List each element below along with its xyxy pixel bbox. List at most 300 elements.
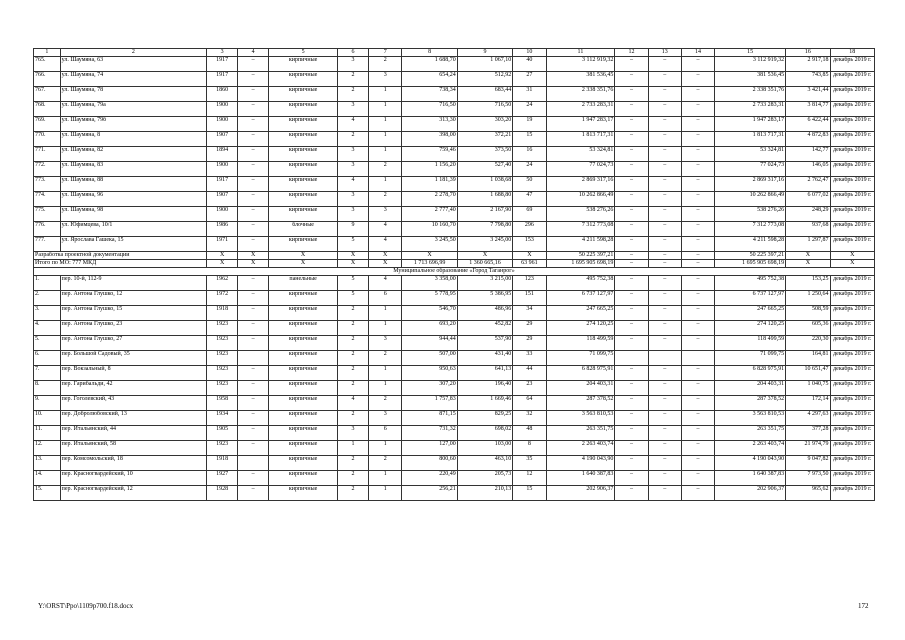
table-cell: –: [681, 456, 714, 471]
table-cell: 527,40: [457, 162, 512, 177]
table-cell: 12.: [34, 441, 61, 456]
table-cell: Х: [786, 260, 830, 268]
table-cell: 1 813 717,31: [715, 132, 786, 147]
table-cell: 1 181,39: [402, 177, 457, 192]
table-cell: –: [238, 336, 269, 351]
table-row: [34, 321, 875, 336]
table-cell: 2: [337, 381, 368, 396]
table-cell: кирпичные: [269, 132, 338, 147]
table-cell: 1 040,75: [786, 381, 830, 396]
table-cell: пер. Итальянский, 44: [60, 426, 206, 441]
table-cell: 2: [337, 486, 368, 501]
table-cell: 5 778,95: [402, 291, 457, 306]
column-number: 9: [457, 49, 512, 57]
table-cell: 743,85: [786, 72, 830, 87]
table-cell: 2: [337, 351, 368, 366]
table-cell: –: [648, 207, 681, 222]
table-cell: 27: [513, 72, 546, 87]
table-row: [34, 117, 875, 132]
table-cell: 3: [369, 411, 402, 426]
table-cell: 771.: [34, 147, 61, 162]
table-cell: 965,62: [786, 486, 830, 501]
table-cell: 800,60: [402, 456, 457, 471]
table-cell: декабрь 2019 г.: [830, 486, 874, 501]
table-cell: 512,92: [457, 72, 512, 87]
table-cell: –: [648, 222, 681, 237]
table-cell: декабрь 2019 г.: [830, 192, 874, 207]
table-cell: [238, 351, 269, 366]
table-cell: –: [238, 207, 269, 222]
table-cell: –: [615, 336, 648, 351]
table-cell: –: [615, 321, 648, 336]
table-cell: 1917: [207, 72, 238, 87]
table-cell: –: [681, 162, 714, 177]
housing-table: [33, 48, 875, 501]
table-cell: 4: [337, 177, 368, 192]
table-cell: –: [681, 486, 714, 501]
table-cell: 15: [513, 132, 546, 147]
table-cell: 3: [337, 147, 368, 162]
column-number: 3: [207, 49, 238, 57]
table-cell: 13.: [34, 456, 61, 471]
table-cell: кирпичные: [269, 381, 338, 396]
table-cell: кирпичные: [269, 351, 338, 366]
table-cell: –: [681, 117, 714, 132]
table-cell: 1923: [207, 336, 238, 351]
table-cell: панельные: [269, 276, 338, 291]
table-cell: –: [648, 336, 681, 351]
table-cell: 8: [513, 441, 546, 456]
table-cell: Х: [269, 252, 338, 260]
table-cell: 2 278,70: [402, 192, 457, 207]
table-cell: 2: [369, 57, 402, 72]
table-cell: 8.: [34, 381, 61, 396]
table-cell: 2: [369, 162, 402, 177]
table-cell: 21 974,79: [786, 441, 830, 456]
table-cell: –: [681, 132, 714, 147]
table-cell: 34: [513, 306, 546, 321]
table-cell: декабрь 2019 г.: [830, 222, 874, 237]
table-cell: –: [615, 102, 648, 117]
table-cell: –: [615, 177, 648, 192]
table-cell: 10 160,70: [402, 222, 457, 237]
table-cell: –: [681, 57, 714, 72]
table-cell: –: [238, 471, 269, 486]
column-number: 10: [513, 49, 546, 57]
table-cell: 3: [369, 207, 402, 222]
table-cell: 1894: [207, 147, 238, 162]
table-cell: 1: [369, 471, 402, 486]
table-cell: декабрь 2019 г.: [830, 207, 874, 222]
table-cell: 2 263 403,74: [715, 441, 786, 456]
table-cell: 2: [369, 456, 402, 471]
table-cell: –: [238, 396, 269, 411]
table-cell: –: [615, 456, 648, 471]
table-cell: ул. Шаумяна, 78: [60, 87, 206, 102]
table-cell: 10 262 866,49: [546, 192, 615, 207]
table-cell: –: [238, 306, 269, 321]
table-cell: 372,21: [457, 132, 512, 147]
table-cell: 29: [513, 321, 546, 336]
table-cell: декабрь 2019 г.: [830, 351, 874, 366]
table-cell: кирпичные: [269, 321, 338, 336]
table-cell: 7 798,80: [457, 222, 512, 237]
table-cell: 4.: [34, 321, 61, 336]
table-cell: 1: [369, 381, 402, 396]
table-cell: 4 297,63: [786, 411, 830, 426]
table-cell: 1: [369, 441, 402, 456]
table-cell: декабрь 2019 г.: [830, 276, 874, 291]
table-cell: Х: [337, 252, 368, 260]
table-cell: кирпичные: [269, 102, 338, 117]
table-cell: 770.: [34, 132, 61, 147]
table-cell: ул. Шаумяна, 74: [60, 72, 206, 87]
table-cell: 307,20: [402, 381, 457, 396]
table-cell: 716,50: [402, 102, 457, 117]
table-cell: –: [238, 411, 269, 426]
table-cell: 50 225 397,21: [715, 252, 786, 260]
table-row: [34, 426, 875, 441]
table-cell: декабрь 2019 г.: [830, 336, 874, 351]
table-cell: 153: [513, 237, 546, 252]
table-cell: 508,59: [786, 306, 830, 321]
table-cell: 1: [369, 147, 402, 162]
table-cell: 29: [513, 336, 546, 351]
table-cell: –: [615, 237, 648, 252]
table-cell: блочные: [269, 222, 338, 237]
table-cell: ул. Шаумяна, 79а: [60, 102, 206, 117]
table-row: [34, 237, 875, 252]
table-cell: –: [681, 306, 714, 321]
table-cell: 1 640 387,83: [715, 471, 786, 486]
table-cell: 759,46: [402, 147, 457, 162]
table-cell: –: [615, 117, 648, 132]
table-cell: пер. Добролюбовский, 13: [60, 411, 206, 426]
table-cell: 605,36: [786, 321, 830, 336]
table-cell: 486,96: [457, 306, 512, 321]
table-row: [34, 177, 875, 192]
table-cell: ул. Ярослава Гашека, 15: [60, 237, 206, 252]
table-cell: 3 563 810,53: [715, 411, 786, 426]
table-cell: 1900: [207, 102, 238, 117]
table-cell: –: [681, 102, 714, 117]
table-cell: кирпичные: [269, 162, 338, 177]
column-number: 11: [546, 49, 615, 57]
table-cell: [648, 351, 681, 366]
table-cell: –: [648, 117, 681, 132]
table-cell: 2: [337, 321, 368, 336]
table-cell: 2 869 317,16: [715, 177, 786, 192]
table-cell: 463,10: [457, 456, 512, 471]
table-cell: 871,15: [402, 411, 457, 426]
table-row: [34, 486, 875, 501]
table-cell: 24: [513, 102, 546, 117]
table-cell: –: [615, 147, 648, 162]
table-cell: 5 386,95: [457, 291, 512, 306]
table-cell: 6 737 127,97: [715, 291, 786, 306]
table-cell: –: [238, 132, 269, 147]
table-cell: 377,28: [786, 426, 830, 441]
table-cell: 204 403,31: [715, 381, 786, 396]
table-cell: ул. Шаумяна, 63: [60, 57, 206, 72]
table-cell: 1 947 283,17: [546, 117, 615, 132]
table-cell: декабрь 2019 г.: [830, 147, 874, 162]
table-cell: 9: [337, 222, 368, 237]
table-row: [34, 291, 875, 306]
table-cell: 1986: [207, 222, 238, 237]
table-cell: 6: [369, 291, 402, 306]
table-row: [34, 72, 875, 87]
table-cell: 44: [513, 366, 546, 381]
table-cell: 6 828 975,91: [546, 366, 615, 381]
table-cell: 5: [337, 237, 368, 252]
table-cell: –: [648, 192, 681, 207]
table-cell: 1905: [207, 426, 238, 441]
table-cell: 1900: [207, 162, 238, 177]
table-cell: 6: [369, 426, 402, 441]
table-cell: –: [615, 276, 648, 291]
table-cell: 1 813 717,31: [546, 132, 615, 147]
table-cell: –: [681, 396, 714, 411]
table-cell: 1 640 387,83: [546, 471, 615, 486]
table-cell: 9.: [34, 396, 61, 411]
table-cell: пер. Гоголевский, 43: [60, 396, 206, 411]
table-cell: 142,77: [786, 147, 830, 162]
table-cell: 3: [337, 207, 368, 222]
table-cell: 495 752,38: [715, 276, 786, 291]
table-cell: –: [648, 162, 681, 177]
table-cell: 69: [513, 207, 546, 222]
table-cell: 77 024,73: [546, 162, 615, 177]
table-cell: 1 360 665,16: [457, 260, 512, 268]
table-cell: 127,00: [402, 441, 457, 456]
table-cell: 123: [513, 276, 546, 291]
table-cell: 537,90: [457, 336, 512, 351]
table-cell: 220,49: [402, 471, 457, 486]
table-cell: 220,30: [786, 336, 830, 351]
table-cell: 15.: [34, 486, 61, 501]
table-cell: 2 777,40: [402, 207, 457, 222]
table-cell: –: [681, 426, 714, 441]
table-cell: –: [648, 381, 681, 396]
table-cell: 769.: [34, 117, 61, 132]
table-cell: 7 973,50: [786, 471, 830, 486]
table-cell: –: [238, 381, 269, 396]
table-cell: 3: [337, 426, 368, 441]
table-cell: 1918: [207, 456, 238, 471]
table-cell: 1962: [207, 276, 238, 291]
table-row: [34, 471, 875, 486]
table-cell: 381 536,45: [715, 72, 786, 87]
table-cell: 654,24: [402, 72, 457, 87]
table-cell: 3: [337, 192, 368, 207]
table-cell: 3 814,77: [786, 102, 830, 117]
column-number: 8: [402, 49, 457, 57]
table-cell: 2.: [34, 291, 61, 306]
table-cell: 151: [513, 291, 546, 306]
table-cell: 950,63: [402, 366, 457, 381]
table-row: [34, 57, 875, 72]
table-cell: 3 563 810,53: [546, 411, 615, 426]
table-cell: 48: [513, 426, 546, 441]
table-cell: ул. Шаумяна, 79б: [60, 117, 206, 132]
table-row: [34, 162, 875, 177]
table-cell: –: [648, 306, 681, 321]
table-cell: 731,32: [402, 426, 457, 441]
table-cell: –: [615, 207, 648, 222]
column-number: 4: [238, 49, 269, 57]
table-cell: –: [238, 87, 269, 102]
table-cell: 1: [369, 486, 402, 501]
table-cell: пер. Красногвардейский, 10: [60, 471, 206, 486]
table-cell: 2: [369, 192, 402, 207]
table-cell: 944,44: [402, 336, 457, 351]
table-cell: 738,34: [402, 87, 457, 102]
table-cell: Х: [207, 260, 238, 268]
table-cell: –: [648, 132, 681, 147]
table-cell: 3: [337, 162, 368, 177]
table-cell: 1972: [207, 291, 238, 306]
table-cell: Х: [830, 260, 874, 268]
table-cell: 1923: [207, 366, 238, 381]
table-cell: 1 688,70: [402, 57, 457, 72]
table-cell: 40: [513, 57, 546, 72]
table-cell: 5.: [34, 336, 61, 351]
table-cell: –: [681, 411, 714, 426]
table-cell: 3 358,00: [402, 276, 457, 291]
table-cell: Х: [238, 252, 269, 260]
table-row: [34, 396, 875, 411]
table-cell: 4 190 043,90: [715, 456, 786, 471]
table-cell: декабрь 2019 г.: [830, 132, 874, 147]
table-cell: декабрь 2019 г.: [830, 57, 874, 72]
table-cell: 2: [337, 471, 368, 486]
table-row: [34, 306, 875, 321]
table-cell: 1: [369, 321, 402, 336]
table-row: [34, 336, 875, 351]
table-cell: кирпичные: [269, 72, 338, 87]
table-cell: 24: [513, 162, 546, 177]
table-cell: Итого по МО: 777 МКД: [34, 260, 207, 268]
table-cell: –: [238, 192, 269, 207]
table-cell: 1: [369, 117, 402, 132]
table-cell: –: [615, 411, 648, 426]
table-cell: декабрь 2019 г.: [830, 306, 874, 321]
table-cell: декабрь 2019 г.: [830, 411, 874, 426]
table-cell: 774.: [34, 192, 61, 207]
table-cell: 296: [513, 222, 546, 237]
table-cell: 4: [337, 117, 368, 132]
table-cell: 263 351,75: [715, 426, 786, 441]
table-cell: –: [615, 72, 648, 87]
table-cell: –: [648, 321, 681, 336]
table-cell: 772.: [34, 162, 61, 177]
table-cell: пер. Большой Садовый, 35: [60, 351, 206, 366]
table-cell: пер. Комсомольский, 18: [60, 456, 206, 471]
table-cell: пер. Вокзальный, 8: [60, 366, 206, 381]
table-cell: 1923: [207, 321, 238, 336]
table-cell: 247 665,25: [715, 306, 786, 321]
table-cell: пер. Антона Глушко, 27: [60, 336, 206, 351]
table-cell: 23: [513, 381, 546, 396]
table-cell: Х: [457, 252, 512, 260]
column-number: 13: [648, 49, 681, 57]
table-cell: 1971: [207, 237, 238, 252]
table-cell: –: [648, 411, 681, 426]
table-cell: 1907: [207, 132, 238, 147]
table-cell: 50 225 397,21: [546, 252, 615, 260]
table-cell: кирпичные: [269, 117, 338, 132]
table-cell: 77 024,73: [715, 162, 786, 177]
table-cell: 164,81: [786, 351, 830, 366]
table-cell: 3.: [34, 306, 61, 321]
table-cell: 4 872,83: [786, 132, 830, 147]
table-cell: 33: [513, 351, 546, 366]
table-row: [34, 147, 875, 162]
table-cell: ул. Шаумяна, 83: [60, 162, 206, 177]
table-cell: 205,73: [457, 471, 512, 486]
table-cell: 53 324,81: [715, 147, 786, 162]
table-cell: 3 112 919,32: [546, 57, 615, 72]
table-cell: 118 499,59: [715, 336, 786, 351]
table-cell: кирпичные: [269, 396, 338, 411]
table-cell: 775.: [34, 207, 61, 222]
table-cell: 6 828 975,91: [715, 366, 786, 381]
table-cell: –: [681, 441, 714, 456]
table-cell: 32: [513, 411, 546, 426]
table-cell: пер. Антона Глушко, 15: [60, 306, 206, 321]
table-cell: 1 695 905 698,19: [546, 260, 615, 268]
table-cell: –: [648, 396, 681, 411]
table-row: [34, 222, 875, 237]
table-cell: 11.: [34, 426, 61, 441]
table-cell: –: [615, 396, 648, 411]
table-cell: –: [615, 252, 648, 260]
column-number: 1: [34, 49, 61, 57]
table-cell: –: [648, 456, 681, 471]
column-number: 15: [715, 49, 786, 57]
table-cell: –: [648, 441, 681, 456]
table-cell: 2: [369, 396, 402, 411]
column-number: 12: [615, 49, 648, 57]
table-cell: –: [648, 276, 681, 291]
table-cell: 7.: [34, 366, 61, 381]
table-cell: кирпичные: [269, 471, 338, 486]
table-cell: 1 156,20: [402, 162, 457, 177]
table-cell: 3 215,00: [457, 276, 512, 291]
table-cell: 31: [513, 87, 546, 102]
table-cell: 4: [337, 396, 368, 411]
table-cell: 172,14: [786, 396, 830, 411]
column-number: 7: [369, 49, 402, 57]
table-cell: –: [238, 222, 269, 237]
footer-page-number: 172: [858, 602, 869, 610]
table-cell: –: [681, 192, 714, 207]
table-cell: 1 688,80: [457, 192, 512, 207]
table-cell: 2: [337, 306, 368, 321]
table-cell: 204 403,31: [546, 381, 615, 396]
table-cell: –: [681, 366, 714, 381]
table-cell: 2 338 351,76: [715, 87, 786, 102]
table-cell: –: [615, 57, 648, 72]
table-cell: 4: [369, 237, 402, 252]
table-cell: –: [681, 336, 714, 351]
table-cell: [238, 456, 269, 471]
table-cell: 716,50: [457, 102, 512, 117]
table-cell: кирпичные: [269, 411, 338, 426]
table-cell: –: [615, 366, 648, 381]
table-row: [34, 351, 875, 366]
